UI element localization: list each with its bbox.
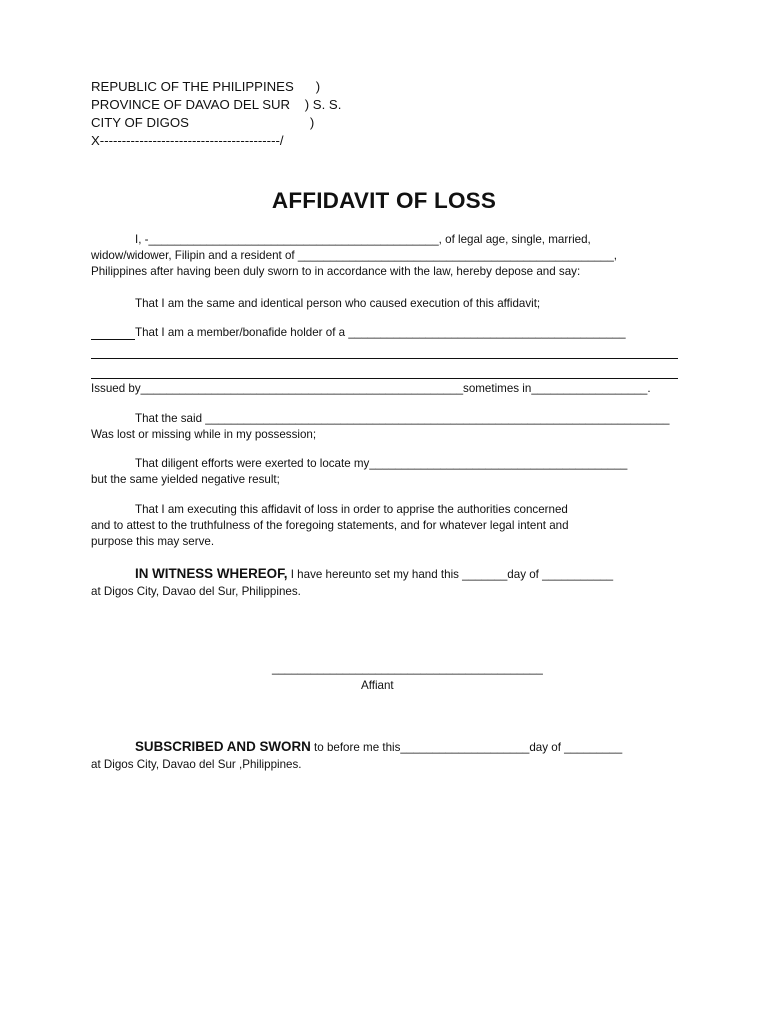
witness-lead: IN WITNESS WHEREOF,: [135, 566, 288, 581]
executing-line-3: purpose this may serve.: [91, 535, 215, 548]
paragraph-holder: That I am a member/bonafide holder of a ___________________________________________: [135, 326, 626, 339]
venue-republic: REPUBLIC OF THE PHILIPPINES ): [91, 79, 321, 94]
blank-line-2: [91, 378, 678, 379]
intro-line-1: I, -_____________________________________________, of legal age, single, married,: [135, 233, 591, 246]
executing-line-2: and to attest to the truthfulness of the foregoing statements, and for whatever legal intent and: [91, 519, 569, 532]
paragraph-identity: That I am the same and identical person who caused execution of this affidavit;: [135, 297, 541, 310]
intro-line-3: Philippines after having been duly sworn to in accordance with the law, hereby depose and say:: [91, 265, 581, 278]
diligent-line-2: but the same yielded negative result;: [91, 473, 280, 486]
document-title: AFFIDAVIT OF LOSS: [271, 188, 497, 213]
said-line-2: Was lost or missing while in my possession;: [91, 428, 317, 441]
signature-line: __________________________________________: [272, 662, 543, 675]
venue-province: PROVINCE OF DAVAO DEL SUR ) S. S.: [91, 97, 342, 112]
executing-line-1: That I am executing this affidavit of loss in order to apprise the authorities concerned: [135, 503, 568, 516]
affiant-label: Affiant: [361, 679, 394, 692]
subscribed-lead: SUBSCRIBED AND SWORN: [135, 739, 311, 754]
venue-separator: X-----------------------------------------/: [91, 133, 284, 148]
witness-line-1: [135, 567, 613, 582]
blank-line-1: [91, 358, 678, 359]
diligent-line-1: That diligent efforts were exerted to locate my________________________________________: [135, 457, 628, 470]
issued-by-line: Issued by__________________________________________________sometimes in__________________.: [91, 382, 651, 395]
intro-line-2: widow/widower, Filipin and a resident of _________________________________________________,: [91, 249, 618, 262]
venue-city: CITY OF DIGOS ): [91, 115, 315, 130]
witness-rest: I have hereunto set my hand this _______day of ___________: [287, 568, 614, 581]
witness-line-2: at Digos City, Davao del Sur, Philippines.: [91, 585, 301, 598]
said-line-1: That the said ________________________________________________________________________: [135, 412, 670, 425]
subscribed-rest: to before me this____________________day of _________: [310, 741, 623, 754]
indent-blank-line: [91, 339, 135, 340]
subscribed-line-2: at Digos City, Davao del Sur ,Philippines.: [91, 758, 302, 771]
subscribed-line-1: [135, 740, 622, 755]
